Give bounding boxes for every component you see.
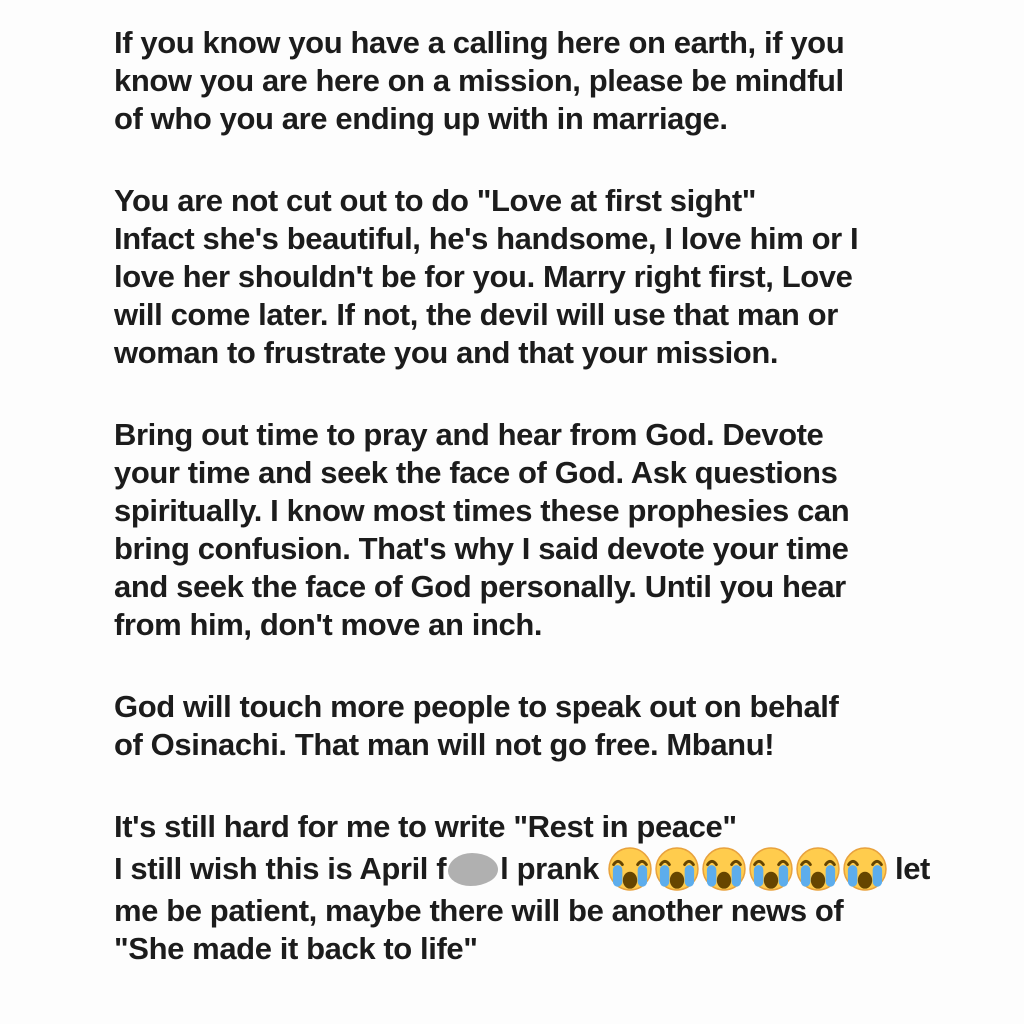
paragraph-3 (114, 416, 1006, 644)
loudly-crying-face-emoji-icon (701, 846, 747, 892)
text-line: It's still hard for me to write "Rest in peace" (114, 809, 737, 844)
text-segment: I still wish this is April f (114, 851, 447, 886)
paragraph-1 (114, 24, 1006, 138)
text-line: "She made it back to life" (114, 931, 478, 966)
text-line: me be patient, maybe there will be another news of (114, 893, 844, 928)
text-line: from him, don't move an inch. (114, 607, 543, 642)
loudly-crying-face-emoji-icon (748, 846, 794, 892)
text-line: Infact she's beautiful, he's handsome, I love him or I (114, 221, 859, 256)
paragraph-5 (114, 808, 1006, 968)
loudly-crying-face-emoji-icon (607, 846, 653, 892)
text-line: Bring out time to pray and hear from God. Devote (114, 417, 824, 452)
text-line: spiritually. I know most times these prophesies can (114, 493, 850, 528)
text-segment: l prank (500, 851, 599, 886)
text-line: woman to frustrate you and that your mission. (114, 335, 779, 370)
paragraph-4 (114, 688, 1006, 764)
text-line: bring confusion. That's why I said devote your time (114, 531, 849, 566)
text-line: God will touch more people to speak out on behalf (114, 689, 839, 724)
text-segment: let (895, 851, 930, 886)
text-line: You are not cut out to do "Love at first sight" (114, 183, 757, 218)
text-line: of Osinachi. That man will not go free. Mbanu! (114, 727, 775, 762)
text-line: and seek the face of God personally. Until you hear (114, 569, 846, 604)
text-line: If you know you have a calling here on earth, if you (114, 25, 845, 60)
crying-emoji-row (607, 846, 889, 892)
text-line: will come later. If not, the devil will use that man or (114, 297, 838, 332)
loudly-crying-face-emoji-icon (795, 846, 841, 892)
loudly-crying-face-emoji-icon (654, 846, 700, 892)
loudly-crying-face-emoji-icon (842, 846, 888, 892)
censored-emoji-line (114, 846, 1006, 892)
text-line: of who you are ending up with in marriage. (114, 101, 728, 136)
paragraph-2 (114, 182, 1006, 372)
redaction-blob (448, 853, 498, 886)
text-line: love her shouldn't be for you. Marry right first, Love (114, 259, 853, 294)
text-line: know you are here on a mission, please be mindful (114, 63, 844, 98)
text-line: your time and seek the face of God. Ask questions (114, 455, 838, 490)
